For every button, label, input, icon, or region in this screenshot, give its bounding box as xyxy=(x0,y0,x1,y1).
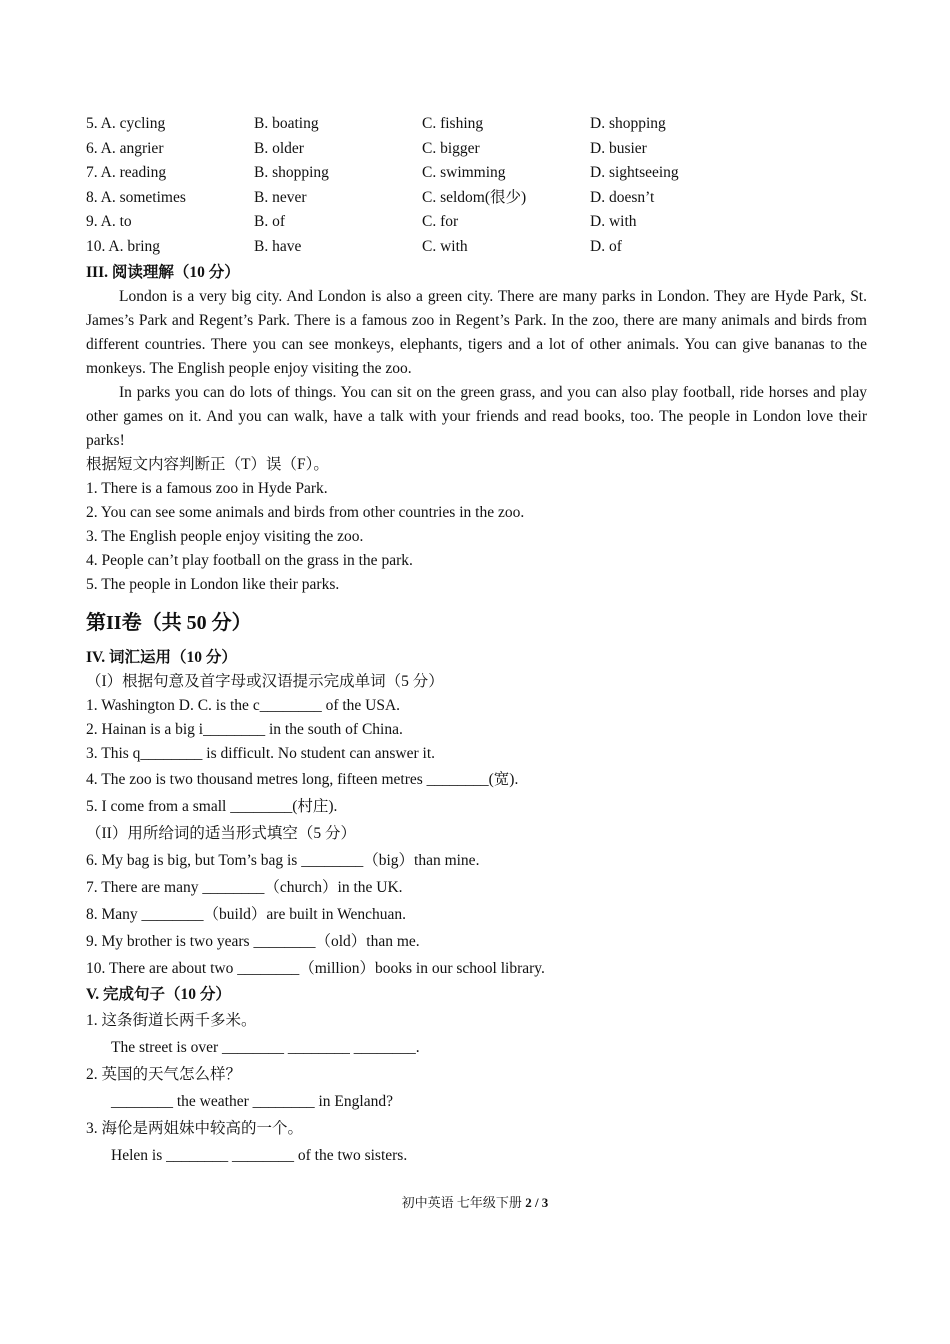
sentence-en: Helen is ________ ________ of the two sisters. xyxy=(111,1146,408,1164)
reading-paragraph: London is a very big city. And London is also a green city. There are many parks in London. They are Hyde Park, St. James’s Park and Regent’s Park. There is a famous zoo in Regent’s Park. In the zoo, there are many animals and birds from different countries. There you can see monkeys, elephants, tigers and a lot of other animals. You can give bananas to the monkeys. The English people enjoy visiting the zoo. xyxy=(86,287,867,377)
option-a: 7. A. reading xyxy=(86,164,167,182)
option-c: C. bigger xyxy=(422,139,480,157)
vocab-item: 1. Washington D. C. is the c________ of the USA. xyxy=(86,696,401,714)
sentence-cn: 2. 英国的天气怎么样？ xyxy=(86,1065,242,1083)
reading-question: 3. The English people enjoy visiting the zoo. xyxy=(86,527,364,545)
footer-label: 初中英语 七年级下册 xyxy=(401,1195,526,1210)
vocab-item: 4. The zoo is two thousand metres long, fifteen metres ________(宽). xyxy=(86,770,519,788)
options-table xyxy=(86,112,867,260)
option-a: 8. A. sometimes xyxy=(86,188,186,206)
volume-title: 第II卷（共 50 分） xyxy=(86,611,252,634)
sentence-en: The street is over ________ ________ ________. xyxy=(111,1038,420,1056)
page-number: 2 / 3 xyxy=(525,1195,549,1210)
option-d: D. sightseeing xyxy=(590,164,679,182)
option-d: D. doesn’t xyxy=(590,188,655,206)
vocab-part2-title: （II）用所给词的适当形式填空（5 分） xyxy=(86,824,356,842)
sentences-heading: V. 完成句子（10 分） xyxy=(86,985,231,1003)
option-c: C. swimming xyxy=(422,164,506,182)
vocab-item: 10. There are about two ________（million）books in our school library. xyxy=(86,959,545,977)
reading-paragraph: In parks you can do lots of things. You can sit on the green grass, and you can also play football, ride horses and play other games on it. And you can walk, have a talk with your friends and read books, too. The people in London love their parks! xyxy=(86,383,867,449)
reading-question: 2. You can see some animals and birds from other countries in the zoo. xyxy=(86,503,525,521)
option-b: B. older xyxy=(254,139,304,157)
option-a: 6. A. angrier xyxy=(86,139,164,157)
page-footer xyxy=(0,1192,950,1211)
option-row xyxy=(86,186,867,211)
vocab-item: 7. There are many ________（church）in the UK. xyxy=(86,878,403,896)
vocab-item: 6. My bag is big, but Tom’s bag is ________（big）than mine. xyxy=(86,851,480,869)
option-a: 9. A. to xyxy=(86,213,132,231)
option-d: D. of xyxy=(590,237,622,255)
vocab-item: 5. I come from a small ________(村庄). xyxy=(86,797,338,815)
vocab-item: 2. Hainan is a big i________ in the south of China. xyxy=(86,720,403,738)
option-b: B. never xyxy=(254,188,307,206)
vocab-item: 8. Many ________（build）are built in Wenchuan. xyxy=(86,905,407,923)
reading-heading: III. 阅读理解（10 分） xyxy=(86,263,240,281)
option-c: C. seldom(很少) xyxy=(422,188,527,206)
vocab-item: 3. This q________ is difficult. No student can answer it. xyxy=(86,744,435,762)
option-row xyxy=(86,137,867,162)
sentence-cn: 1. 这条街道长两千多米。 xyxy=(86,1011,257,1029)
sentence-cn: 3. 海伦是两姐妹中较高的一个。 xyxy=(86,1119,304,1137)
option-a: 5. A. cycling xyxy=(86,115,166,132)
reading-question: 5. The people in London like their parks. xyxy=(86,575,340,593)
option-row xyxy=(86,161,867,186)
option-c: C. with xyxy=(422,237,468,255)
option-row xyxy=(86,210,867,235)
option-b: B. shopping xyxy=(254,164,329,182)
option-b: B. have xyxy=(254,237,302,255)
option-d: D. with xyxy=(590,213,637,231)
option-row xyxy=(86,112,867,137)
option-row xyxy=(86,235,867,260)
option-d: D. shopping xyxy=(590,115,666,132)
vocab-part1-title: （I）根据句意及首字母或汉语提示完成单词（5 分） xyxy=(86,672,444,690)
option-c: C. for xyxy=(422,213,459,231)
option-a: 10. A. bring xyxy=(86,237,161,255)
option-b: B. of xyxy=(254,213,285,231)
option-c: C. fishing xyxy=(422,115,484,132)
option-b: B. boating xyxy=(254,115,319,132)
reading-question: 4. People can’t play football on the grass in the park. xyxy=(86,551,413,569)
vocab-item: 9. My brother is two years ________（old）than me. xyxy=(86,932,420,950)
exam-page xyxy=(86,112,867,1169)
vocab-heading: IV. 词汇运用（10 分） xyxy=(86,648,237,666)
sentence-en: ________ the weather ________ in England? xyxy=(111,1092,393,1110)
reading-instruction: 根据短文内容判断正（T）误（F）。 xyxy=(86,455,329,473)
option-d: D. busier xyxy=(590,139,647,157)
reading-question: 1. There is a famous zoo in Hyde Park. xyxy=(86,479,328,497)
